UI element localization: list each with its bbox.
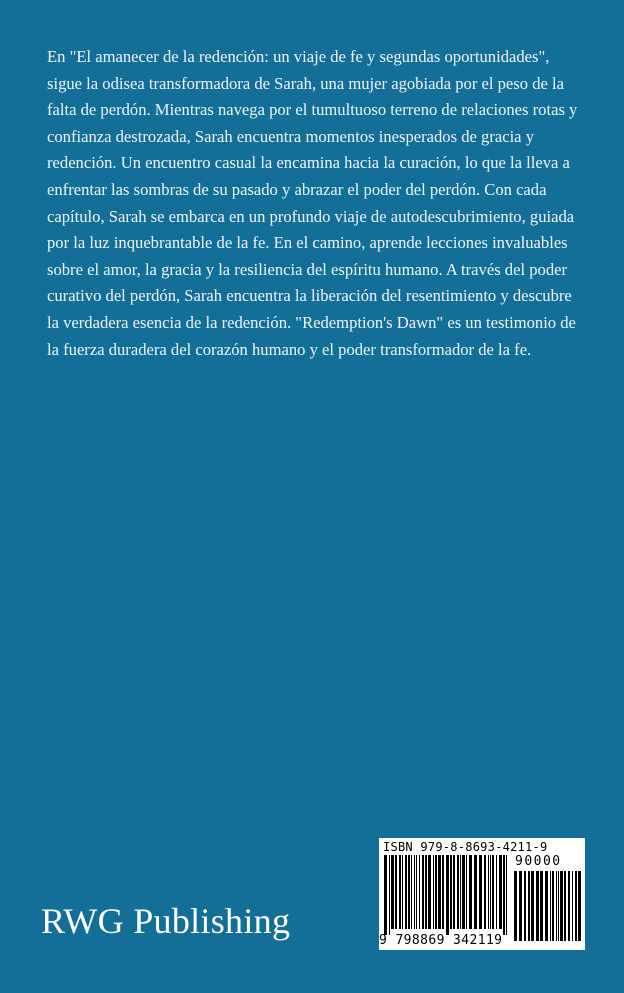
ean-barcode-bars: [383, 855, 509, 935]
back-cover-blurb: En "El amanecer de la redención: un viaje de fe y segundas oportunidades", sigue la odisea transformadora de Sarah, una mujer agobiada por el peso de la falta de perdón. Mientras navega por el tumultuoso terreno de relaciones rotas y confianza destrozada, Sarah encuentra momentos inesperados de gracia y redención. Un encuentro casual la encamina hacia la curación, lo que la lleva a enfrentar las sombras de su pasado y abrazar el poder del perdón. Con cada capítulo, Sarah se embarca en un profundo viaje de autodescubrimiento, guiada por la luz inquebrantable de la fe. En el camino, aprende lecciones invaluables sobre el amor, la gracia y la resiliencia del espíritu humano. A través del poder curativo del perdón, Sarah encuentra la liberación del resentimiento y descubre la verdadera esencia de la redención. "Redemption's Dawn" es un testimonio de la fuerza duradera del corazón humano y el poder transformador de la fe.: [47, 47, 578, 359]
addon-code: 90000: [515, 854, 562, 869]
isbn-barcode: [379, 838, 585, 950]
publisher-name: RWG Publishing: [41, 901, 291, 941]
addon-barcode-bars: [513, 871, 581, 947]
ean-digits: 9 798869 342119: [379, 933, 503, 948]
isbn-label: ISBN 979-8-8693-4211-9: [383, 840, 548, 854]
